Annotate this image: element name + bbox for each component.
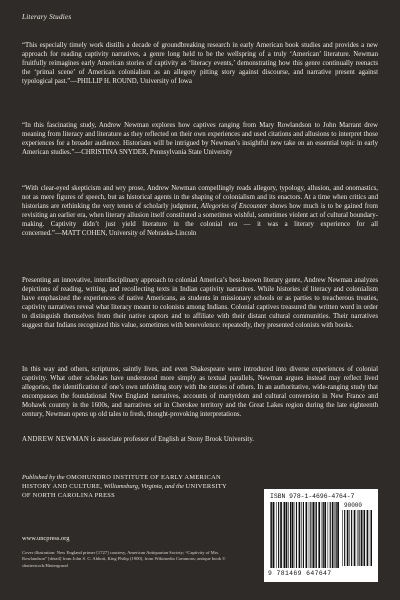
barcode-bar	[292, 502, 294, 568]
quote-text: “In this fascinating study, Andrew Newman explores how captives ranging from Mary Rowlandson to John Marrant drew meaning from literacy and literature as they reflected on their own experiences and used citations and allusions to interpret those experiences for a broader audience. Historians will be intrigued by Newman’s insightful new take on an essential topic in early American studies.”	[22, 122, 378, 157]
barcode-bar	[364, 510, 365, 566]
barcode-bar	[342, 510, 343, 566]
publisher-prefix: Published by the	[22, 474, 67, 481]
barcode-bar	[301, 502, 302, 568]
barcode-bar	[271, 502, 272, 568]
barcode-bar	[283, 502, 284, 568]
isbn-number: ISBN 978-1-4696-4764-7	[270, 493, 355, 500]
barcode-bar	[316, 502, 317, 568]
ean-number: 9 781469 647647	[268, 570, 332, 577]
price-addon-barcode	[342, 510, 372, 568]
description-paragraph-2: In this way and others, scriptures, saintly lives, and even Shakespeare were introduced into diverse experiences of colonial captivity. What other scholars have understood more simply as textual parallels, Newman argues instead may reflect lived allegories, the identification of one’s own unfolding story with the stories of others. In an authoritative, wide-ranging study that encompasses the foundational New England narratives, accounts of martyrdom and cultural conversion in New France and Mohawk country in the 1600s, and narratives set in Cherokee territory and the Great Lakes region during the late eighteenth century, Newman opens up old tales to fresh, thought-provoking interpretations.	[22, 366, 378, 419]
barcode-bar	[286, 502, 288, 568]
quote-text: “This especially timely work distills a decade of groundbreaking research in early American book studies and provides a new approach for reading captivity narratives, a genre long held to be the wellspring of a truly ‘American’ literature. Newman fruitfully reimagines early American stories of captivity as ‘literacy events,’ demonstrating how this genre continually reenacts the ‘primal scene’ of American colonialism as an allegory pitting story against discourse, and narrative present against typological past.”	[22, 42, 378, 86]
barcode-bar	[273, 502, 275, 568]
barcode-bar	[318, 502, 320, 568]
publisher-website: www.uncpress.org	[22, 535, 70, 542]
author-bio	[22, 435, 378, 444]
barcode-bar	[296, 502, 297, 568]
barcode-bar	[303, 502, 304, 568]
barcode-bar	[337, 502, 339, 568]
barcode-bar	[310, 502, 311, 568]
barcode-bar	[330, 502, 331, 568]
barcode-bar	[278, 502, 279, 568]
category-label: Literary Studies	[22, 13, 72, 21]
barcode-bar	[323, 502, 324, 568]
review-quote-cohen	[22, 184, 378, 239]
publisher-conjunction: and the	[163, 483, 186, 491]
barcode-bar	[367, 510, 369, 566]
quote-text: “With clear-eyed skepticism and wry prose, Andrew Newman compellingly reads allegory, typology, allusion, and onomastics, not as mere figures of speech, but as historical agents in the shaping of colonialism and its enactors. At a time when critics and historians are rethinking the very tenets of scholarly judgment,	[22, 185, 378, 211]
price-code: 90000	[344, 502, 363, 509]
review-quote-round	[22, 41, 378, 86]
barcode-bar	[349, 510, 350, 566]
barcode-bar	[288, 502, 289, 568]
barcode-bar	[270, 502, 271, 568]
review-quote-snyder	[22, 121, 378, 157]
barcode-bar	[354, 510, 356, 566]
barcode-bar	[357, 510, 358, 566]
cover-credits: Cover illustration: New England primer [1727] courtesy, American Antiquarian Society; “Captivity of Mrs. Rowlandson” [detail] from John S. C. Abbott, King Philip (1900), from Wikimedia Commons; antique book © shutterstock/Hintergrund	[22, 550, 226, 568]
barcode-bar	[322, 502, 323, 568]
barcode-bar	[290, 502, 291, 568]
barcode-bar	[359, 510, 360, 566]
barcode-bar	[328, 502, 329, 568]
author-bio-text: is associate professor of English at Stony Brook University.	[89, 436, 255, 443]
barcode-bar	[351, 510, 352, 566]
barcode-bar	[306, 502, 308, 568]
barcode-bar	[336, 502, 337, 568]
barcode-bar	[280, 502, 282, 568]
barcode-bar	[347, 510, 349, 566]
publisher-press: UNIVERSITY OF NORTH CAROLINA PRESS	[22, 483, 227, 500]
ean-barcode	[270, 502, 340, 570]
barcode-bar	[332, 502, 334, 568]
barcode-bar	[284, 502, 285, 568]
barcode-bar	[294, 502, 295, 568]
quote-attribution: —MATT COHEN, University of Nebraska-Lincoln	[54, 230, 197, 238]
barcode-bar	[312, 502, 314, 568]
quote-attribution: —PHILLIP H. ROUND, University of Iowa	[70, 78, 192, 86]
publisher-institute: OMOHUNDRO INSTITUTE OF EARLY AMERICAN HISTORY AND CULTURE,	[22, 474, 221, 491]
barcode-bar	[299, 502, 301, 568]
author-name: ANDREW NEWMAN	[22, 436, 90, 443]
quote-text-continued: shows how much is to be gained from revisiting an earlier era, when literary allusion itself constituted a sometimes wishful, sometimes violent act of cultural boundary-making. Captivity didn’t just yield literature in the colonial era — it was a literary experience for all concerned.”	[22, 203, 378, 238]
quote-attribution: —CHRISTINA SNYDER, Pennsylvania State University	[74, 149, 233, 157]
barcode-panel	[264, 489, 378, 582]
barcode-bar	[371, 510, 372, 566]
barcode-bar	[363, 510, 364, 566]
barcode-bar	[370, 510, 371, 566]
barcode-bar	[344, 510, 345, 566]
publisher-location: Williamsburg, Virginia,	[102, 483, 164, 491]
barcode-bar	[324, 502, 326, 568]
publisher-credit	[22, 473, 232, 500]
barcode-bar	[309, 502, 310, 568]
barcode-bar	[361, 510, 363, 566]
barcode-bar	[276, 502, 277, 568]
barcode-bar	[335, 502, 336, 568]
barcode-bar	[315, 502, 316, 568]
description-paragraph-1: Presenting an innovative, interdisciplinary approach to colonial America’s best-known literary genre, Andrew Newman analyzes depictions of reading, writing, and recollecting texts in Indian captivity narratives. While histories of literacy and colonialism have emphasized the experiences of native Americans, as students in missionary schools or as parties to treacherous treaties, captivity narratives reveal what literacy meant to colonists among Indians. Colonial captives treasured the written word in order to distinguish themselves from their native captors and to affiliate with their distant cultural communities. Their narratives suggest that Indians recognized this value, sometimes with benevolence: repeatedly, they presented colonists with books.	[22, 277, 378, 330]
book-title: Allegories of Encounter	[200, 203, 268, 211]
